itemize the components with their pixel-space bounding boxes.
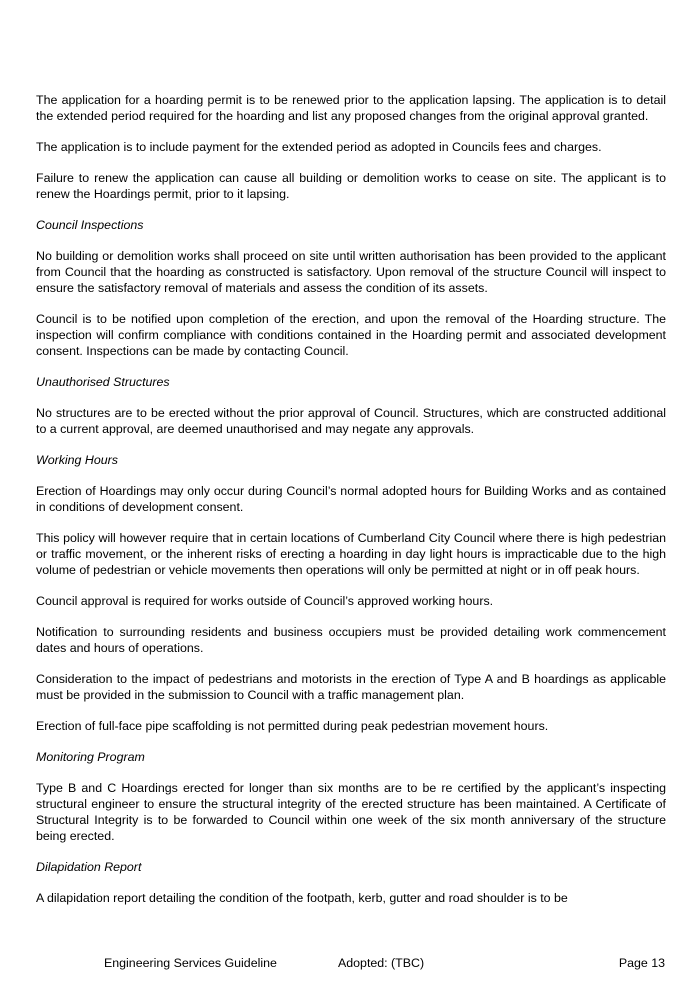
section-heading: Dilapidation Report	[36, 860, 142, 874]
paragraph: No structures are to be erected without the prior approval of Council. Structures, which are constructed additional to a current approval, are deemed unauthorised and may negate any approvals.	[36, 406, 666, 436]
paragraph: The application for a hoarding permit is to be renewed prior to the application lapsing. The application is to detail the extended period required for the hoarding and list any proposed changes from the original approval granted.	[36, 93, 666, 123]
paragraph: The application is to include payment for the extended period as adopted in Councils fees and charges.	[36, 140, 602, 154]
document-body	[36, 92, 666, 921]
paragraph: Council is to be notified upon completion of the erection, and upon the removal of the Hoarding structure. The inspection will confirm compliance with conditions contained in the Hoarding permit and associated development consent. Inspections can be made by contacting Council.	[36, 312, 666, 358]
footer-document-title: Engineering Services Guideline	[104, 956, 277, 970]
paragraph: Failure to renew the application can cause all building or demolition works to cease on site. The applicant is to renew the Hoardings permit, prior to it lapsing.	[36, 171, 666, 201]
section-heading: Working Hours	[36, 453, 118, 467]
paragraph: Consideration to the impact of pedestrians and motorists in the erection of Type A and B hoardings as applicable must be provided in the submission to Council with a traffic management plan.	[36, 672, 666, 702]
section-heading: Council Inspections	[36, 218, 144, 232]
section-heading: Unauthorised Structures	[36, 375, 170, 389]
footer-adopted-status: Adopted: (TBC)	[338, 956, 425, 970]
paragraph: This policy will however require that in certain locations of Cumberland City Council where there is high pedestrian or traffic movement, or the inherent risks of erecting a hoarding in day light hours is impracticable due to the high volume of pedestrian or vehicle movements then operations will only be permitted at night or in off peak hours.	[36, 531, 666, 577]
paragraph: Notification to surrounding residents and business occupiers must be provided detailing work commencement dates and hours of operations.	[36, 625, 666, 655]
paragraph: Erection of full-face pipe scaffolding is not permitted during peak pedestrian movement hours.	[36, 719, 549, 733]
page-footer	[0, 955, 683, 973]
paragraph: Council approval is required for works outside of Council’s approved working hours.	[36, 594, 494, 608]
paragraph: A dilapidation report detailing the condition of the footpath, kerb, gutter and road shoulder is to be	[36, 891, 568, 905]
section-heading: Monitoring Program	[36, 750, 145, 764]
paragraph: No building or demolition works shall proceed on site until written authorisation has been provided to the applicant from Council that the hoarding as constructed is satisfactory. Upon removal of the structure Council will inspect to ensure the satisfactory removal of materials and assess the condition of its assets.	[36, 249, 666, 295]
paragraph: Erection of Hoardings may only occur during Council’s normal adopted hours for Building Works and as contained in conditions of development consent.	[36, 484, 666, 514]
footer-page-number: Page 13	[618, 956, 665, 970]
paragraph: Type B and C Hoardings erected for longer than six months are to be re certified by the applicant’s inspecting structural engineer to ensure the structural integrity of the erected structure has been maintained. A Certificate of Structural Integrity is to be forwarded to Council within one week of the six month anniversary of the structure being erected.	[36, 781, 666, 843]
